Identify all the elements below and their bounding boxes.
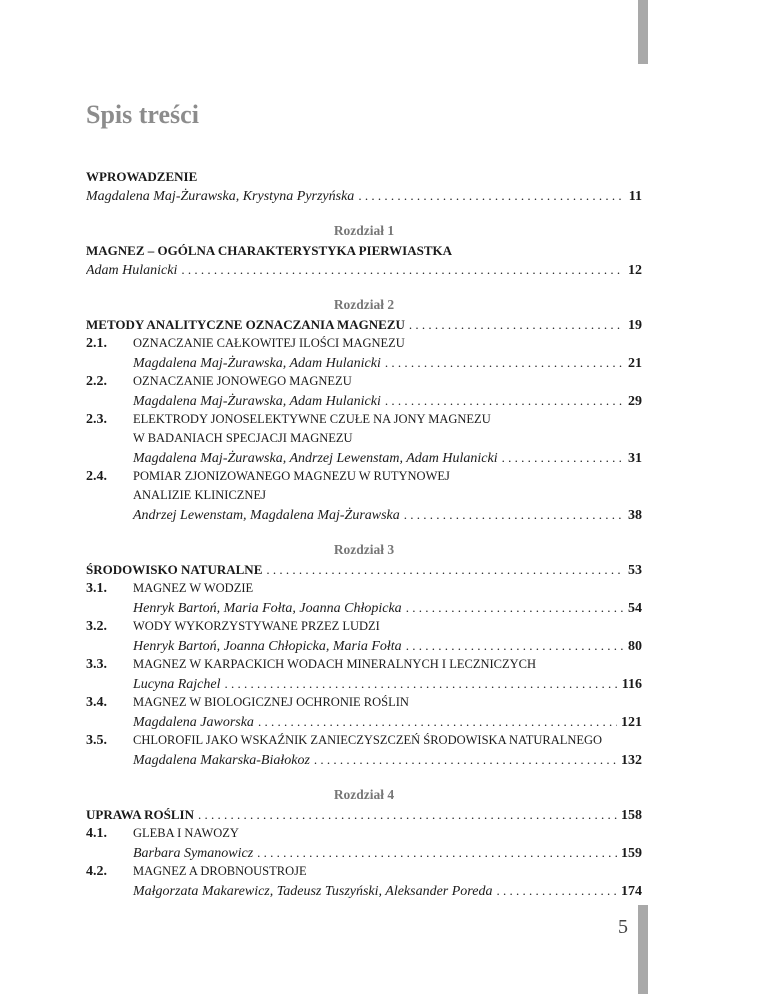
- section-title: OZNACZANIE CAŁKOWITEJ ILOŚCI MAGNEZU: [133, 336, 405, 350]
- section-number: 4.2.: [86, 864, 107, 879]
- toc-entry[interactable]: [86, 674, 642, 693]
- entry-authors: Magdalena Jaworska: [133, 715, 254, 730]
- section-title-line: [86, 410, 642, 429]
- section-title: CHLOROFIL JAKO WSKAŹNIK ZANIECZYSZCZEŃ ŚRODOWISKA NATURALNEGO: [133, 733, 603, 747]
- toc-entry[interactable]: [86, 598, 642, 617]
- section-title: GLEBA I NAWOZY: [133, 826, 239, 840]
- dot-leader: [385, 391, 624, 410]
- toc-page-number: 158: [621, 808, 642, 823]
- dot-leader: [266, 560, 624, 579]
- toc-chapter-title: [86, 241, 642, 260]
- chapter-title: UPRAWA ROŚLIN: [86, 807, 194, 822]
- section-number: 2.3.: [86, 412, 107, 427]
- toc-page-number: 80: [628, 639, 642, 654]
- toc-entry[interactable]: [86, 505, 642, 524]
- entry-authors: Andrzej Lewenstam, Magdalena Maj-Żurawska: [133, 508, 400, 523]
- dot-leader: [257, 843, 617, 862]
- toc-intro-author-line[interactable]: [86, 186, 642, 205]
- toc-intro-authors: Magdalena Maj-Żurawska, Krystyna Pyrzyńska: [86, 189, 355, 204]
- section-title-line: [86, 579, 642, 598]
- section-number: 3.3.: [86, 657, 107, 672]
- chapter-title: MAGNEZ – OGÓLNA CHARAKTERYSTYKA PIERWIASTKA: [86, 243, 453, 258]
- section-number: 2.2.: [86, 374, 107, 389]
- entry-authors: Henryk Bartoń, Joanna Chłopicka, Maria Fołta: [133, 639, 402, 654]
- dot-leader: [224, 674, 617, 693]
- page-title: Spis treści: [86, 100, 199, 129]
- toc-entry[interactable]: [86, 353, 642, 372]
- table-of-contents: [86, 167, 642, 900]
- entry-authors: Lucyna Rajchel: [133, 677, 221, 692]
- section-number: 4.1.: [86, 826, 107, 841]
- section-title: OZNACZANIE JONOWEGO MAGNEZU: [133, 374, 352, 388]
- section-title-line: [86, 429, 642, 448]
- entry-authors: Magdalena Makarska-Białokoz: [133, 753, 310, 768]
- entry-authors: Magdalena Maj-Żurawska, Andrzej Lewenstam, Adam Hulanicki: [133, 451, 498, 466]
- section-number: 2.4.: [86, 469, 107, 484]
- section-title: ELEKTRODY JONOSELEKTYWNE CZUŁE NA JONY MAGNEZU: [133, 412, 491, 426]
- toc-page-number: 31: [628, 451, 642, 466]
- chapter-label: Rozdział 4: [333, 787, 395, 802]
- dot-leader: [409, 315, 624, 334]
- section-number: 3.1.: [86, 581, 107, 596]
- toc-page-number: 29: [628, 394, 642, 409]
- section-title-line: [86, 334, 642, 353]
- section-title: MAGNEZ W KARPACKICH WODACH MINERALNYCH I LECZNICZYCH: [133, 657, 537, 671]
- chapter-title: ŚRODOWISKO NATURALNE: [86, 562, 263, 577]
- toc-entry[interactable]: [86, 750, 642, 769]
- entry-authors: Magdalena Maj-Żurawska, Adam Hulanicki: [133, 356, 381, 371]
- dot-leader: [358, 186, 624, 205]
- toc-page-number: 53: [628, 563, 642, 578]
- section-number: 2.1.: [86, 336, 107, 351]
- dot-leader: [314, 750, 617, 769]
- toc-intro-title: [86, 167, 642, 186]
- toc-page-number: 21: [628, 356, 642, 371]
- section-title: MAGNEZ W WODZIE: [133, 581, 254, 595]
- toc-entry[interactable]: [86, 636, 642, 655]
- section-title-line: [86, 467, 642, 486]
- dot-leader: [404, 505, 624, 524]
- section-title-line: [86, 824, 642, 843]
- section-number: 3.5.: [86, 733, 107, 748]
- section-title: WODY WYKORZYSTYWANE PRZEZ LUDZI: [133, 619, 380, 633]
- entry-authors: Barbara Symanowicz: [133, 846, 254, 861]
- section-title-line: [86, 693, 642, 712]
- toc-page-number: 12: [628, 263, 642, 278]
- section-title-line: [86, 372, 642, 391]
- section-number: 3.4.: [86, 695, 107, 710]
- margin-tab-bottom: [638, 905, 648, 994]
- dot-leader: [258, 712, 617, 731]
- section-title: W BADANIACH SPECJACJI MAGNEZU: [133, 431, 353, 445]
- section-title-line: [86, 655, 642, 674]
- toc-entry[interactable]: [86, 260, 642, 279]
- toc-entry[interactable]: [86, 448, 642, 467]
- toc-entry[interactable]: [86, 881, 642, 900]
- margin-tab-top: [638, 0, 648, 64]
- section-title-line: [86, 486, 642, 505]
- section-title-line: [86, 862, 642, 881]
- section-title: MAGNEZ A DROBNOUSTROJE: [133, 864, 307, 878]
- toc-chapter-title[interactable]: [86, 560, 642, 579]
- entry-authors: Henryk Bartoń, Maria Fołta, Joanna Chłopicka: [133, 601, 402, 616]
- toc-entry[interactable]: [86, 391, 642, 410]
- section-number: 3.2.: [86, 619, 107, 634]
- section-title-line: [86, 617, 642, 636]
- section-title: MAGNEZ W BIOLOGICZNEJ OCHRONIE ROŚLIN: [133, 695, 409, 709]
- section-title-line: [86, 731, 642, 750]
- toc-intro-label: WPROWADZENIE: [86, 169, 198, 184]
- chapter-title: METODY ANALITYCZNE OZNACZANIA MAGNEZU: [86, 317, 405, 332]
- toc-chapter-title[interactable]: [86, 315, 642, 334]
- entry-authors: Adam Hulanicki: [86, 263, 178, 278]
- toc-page-number: 54: [628, 601, 642, 616]
- toc-page-number: 116: [621, 677, 642, 692]
- toc-page-number: 132: [621, 753, 642, 768]
- toc-page-number: 19: [628, 318, 642, 333]
- toc-page-number: 11: [628, 189, 642, 204]
- section-title: ANALIZIE KLINICZNEJ: [133, 488, 266, 502]
- toc-page-number: 121: [621, 715, 642, 730]
- dot-leader: [181, 260, 624, 279]
- toc-entry[interactable]: [86, 843, 642, 862]
- dot-leader: [385, 353, 624, 372]
- toc-page-number: 38: [628, 508, 642, 523]
- toc-page-number: 159: [621, 846, 642, 861]
- dot-leader: [496, 881, 617, 900]
- dot-leader: [198, 805, 617, 824]
- entry-authors: Magdalena Maj-Żurawska, Adam Hulanicki: [133, 394, 381, 409]
- dot-leader: [406, 636, 624, 655]
- dot-leader: [502, 448, 624, 467]
- toc-entry[interactable]: [86, 712, 642, 731]
- chapter-label: Rozdział 2: [333, 297, 395, 312]
- section-title: POMIAR ZJONIZOWANEGO MAGNEZU W RUTYNOWEJ: [133, 469, 450, 483]
- entry-authors: Małgorzata Makarewicz, Tadeusz Tuszyński, Aleksander Poreda: [133, 884, 493, 899]
- chapter-label: Rozdział 3: [333, 542, 395, 557]
- page-number: 5: [618, 916, 628, 938]
- toc-chapter-title[interactable]: [86, 805, 642, 824]
- toc-page-number: 174: [621, 884, 642, 899]
- chapter-label: Rozdział 1: [333, 223, 395, 238]
- dot-leader: [406, 598, 624, 617]
